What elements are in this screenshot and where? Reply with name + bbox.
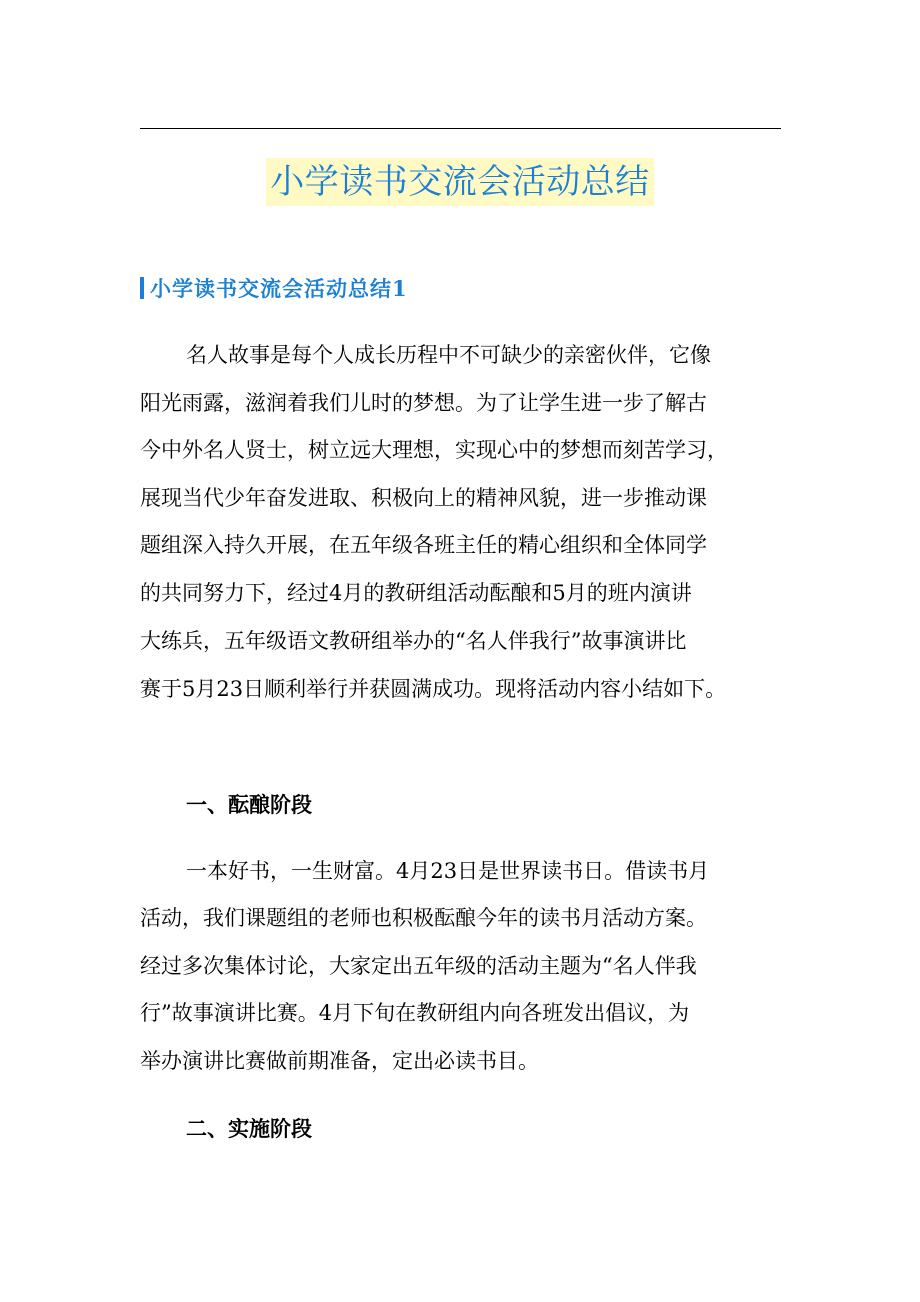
paragraph-line: 名人故事是每个人成长历程中不可缺少的亲密伙伴，它像 (186, 343, 711, 367)
paragraph-line: 题组深入持久开展，在五年级各班主任的精心组织和全体同学 (140, 533, 707, 557)
heading-marker-bar (140, 277, 144, 299)
paragraph-line: 活动，我们课题组的老师也积极酝酿今年的读书月活动方案。 (140, 906, 707, 930)
paragraph-line: 行”故事演讲比赛。4月下旬在教研组内向各班发出倡议，为 (140, 1001, 690, 1025)
paragraph-line: 举办演讲比赛做前期准备，定出必读书目。 (140, 1049, 539, 1073)
title-wrapper (0, 158, 920, 206)
paragraph-line: 的共同努力下，经过4月的教研组活动酝酿和5月的班内演讲 (140, 581, 692, 605)
paragraph-line: 经过多次集体讨论，大家定出五年级的活动主题为“名人伴我 (140, 954, 697, 978)
section-heading-text: 小学读书交流会活动总结1 (150, 276, 408, 301)
document-title: 小学读书交流会活动总结 (266, 158, 654, 206)
top-divider (140, 128, 781, 129)
paragraph-line: 展现当代少年奋发进取、积极向上的精神风貌，进一步推动课 (140, 486, 707, 510)
paragraph-line: 赛于5月23日顺利举行并获圆满成功。现将活动内容小结如下。 (140, 677, 727, 701)
paragraph-line: 阳光雨露，滋润着我们儿时的梦想。为了让学生进一步了解古 (140, 391, 707, 415)
paragraph-line: 一本好书，一生财富。4月23日是世界读书日。借读书月 (186, 859, 710, 883)
section-heading (140, 272, 408, 304)
paragraph-line: 大练兵，五年级语文教研组举办的“名人伴我行”故事演讲比 (140, 629, 687, 653)
subheading-stage-2: 二、实施阶段 (186, 1116, 312, 1141)
subheading-stage-1: 一、酝酿阶段 (186, 792, 312, 817)
paragraph-line: 今中外名人贤士，树立远大理想，实现心中的梦想而刻苦学习， (140, 438, 728, 462)
